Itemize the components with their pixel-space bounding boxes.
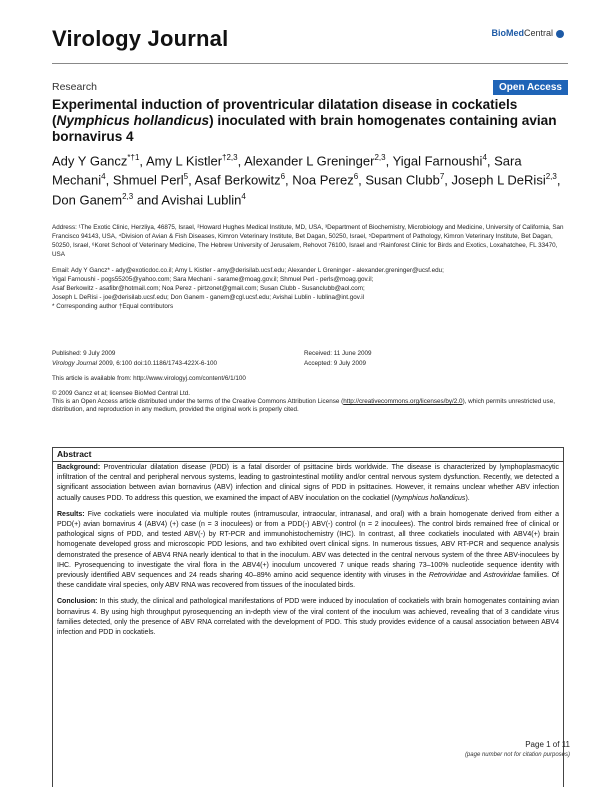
author-separator: , xyxy=(105,172,113,188)
author-affiliation: 2,3 xyxy=(374,153,386,162)
author-name: Yigal Farnoushi xyxy=(392,153,483,169)
article-url[interactable]: This article is available from: http://www.virologyj.com/content/6/1/100 xyxy=(52,375,246,382)
author-separator: , xyxy=(188,172,195,188)
header-divider xyxy=(52,63,568,64)
license-link[interactable]: http://creativecommons.org/licenses/by/2.0 xyxy=(343,398,463,405)
author-list xyxy=(52,150,572,208)
author-name: Alexander L Greninger xyxy=(244,153,375,169)
copyright-block xyxy=(52,390,564,414)
author-affiliation: 4 xyxy=(482,153,487,162)
affiliations: Address: ¹The Exotic Clinic, Herzliya, 46875, Israel, ²Howard Hughes Medical Institute, MD, USA, ³Department of Biochemistry, Microbiology and Medicine, University of California, San Francisco 94143, USA, ⁴Division of Avian & Fish Diseases, Kimron Veterinary Institute, Bet Dagan, 50250, Israel, ⁵Department of Pathology, Kimron Veterinary Institute, Bet Dagan, 50250, Israel, ⁶Koret School of Veterinary Medicine, The Hebrew University of Jerusalem, Rehovot 76100, Israel and ⁷Rainforest Clinic for Birds and Exotics, Loxahatchee, FL 33470, USA xyxy=(52,224,564,258)
author-separator: , xyxy=(285,172,293,188)
license-text: This is an Open Access article distributed under the terms of the Creative Commons Attribution License (http://creativecommons.org/licenses/by/2.0), which permits unrestricted use, distribution, and reproduction in any medium, provided the original work is properly cited. xyxy=(52,398,555,413)
author-affiliation: 2,3 xyxy=(122,191,134,201)
journal-title: Virology Journal xyxy=(52,26,229,51)
abstract-results: Results: Five cockatiels were inoculated via multiple routes (intramuscular, intraocular, intranasal, and oral) with a brain homogenate derived from either a PDD(+) avian bornavirus 4 (ABV4) (+) case (n = 3 inoculees) or from a PDD(-) ABV(-) control (n = 2 inoculees). The control birds remained free of clinical or pathological signs of PDD, and tested ABV(-) by RT-PCR and immunohistochemistry (IHC). In contrast, all three cockatiels inoculated with ABV4(+) brain homogenate developed gross and microscopic PDD lesions, and two exhibited overt clinical signs. In numerous tissues, ABV RT-PCR and sequence analysis demonstrated the presence of ABV4 RNA nearly identical to that in the inoculum. ABV was detected in the central nervous system of the three ABV-inoculees by IHC. Pyrosequencing to investigate the viral flora in the ABV4(+) inoculum uncovered 7 unique reads sharing 73–100% nucleotide sequence identity with previously identified ABV sequences and 24 reads sharing 40–89% amino acid sequence identity with viruses in the Retroviridae and Astroviridae families. Of these candidate viral species, only ABV RNA was recovered from tissues of the inoculated birds. xyxy=(57,510,559,590)
publisher-brand-suffix: Central xyxy=(523,28,553,38)
publisher-logo xyxy=(491,28,564,39)
page-note: (page number not for citation purposes) xyxy=(464,752,570,758)
received-date: Received: 11 June 2009 xyxy=(304,350,372,357)
published-date: Published: 9 July 2009 xyxy=(52,350,116,357)
author-name: Noa Perez xyxy=(292,172,354,188)
footnote-line: * Corresponding author †Equal contributors xyxy=(52,303,174,310)
author-affiliation: 7 xyxy=(439,172,445,182)
author-affiliation: 6 xyxy=(353,172,359,182)
author-name: Shmuel Perl xyxy=(112,172,184,188)
publication-info xyxy=(52,349,217,369)
author-name: Sara Mechani xyxy=(52,153,522,188)
author-affiliation: 4 xyxy=(101,172,106,182)
publisher-mark-icon xyxy=(556,30,564,38)
author-separator: , xyxy=(385,153,393,169)
author-separator: and xyxy=(133,191,162,207)
publisher-brand: BioMed xyxy=(491,28,524,38)
author-affiliation: 4 xyxy=(241,191,246,201)
author-affiliation: †2,3 xyxy=(222,153,238,162)
author-name: Avishai Lublin xyxy=(161,191,242,207)
author-name: Amy L Kistler xyxy=(145,153,223,169)
article-type: Research xyxy=(52,81,97,93)
abstract-heading: Abstract xyxy=(53,448,563,462)
abstract-conclusion: Conclusion: In this study, the clinical and pathological manifestations of PDD were induced by inoculation of cockatiels with brain homogenates containing avian bornavirus 4. By using high throughput pyrosequencing an in-depth view of the viral content of the inoculum was achieved, revealing that of 3 candidate virus families detected, only the presence of ABV RNA correlated with the development of PDD. This study provides evidence of a causal association between ABV4 infection and PDD in cockatiels. xyxy=(57,598,559,637)
author-separator: , xyxy=(556,172,561,188)
author-affiliation: 2,3 xyxy=(545,172,557,182)
open-access-badge: Open Access xyxy=(493,80,568,95)
author-name: Joseph L DeRisi xyxy=(451,172,546,188)
email-line: Yigal Farnoushi - pogs55205@yahoo.com; Sara Mechani - sarame@moag.gov.il; Shmuel Perl - perls@moag.gov.il; xyxy=(52,276,374,283)
author-affiliation: 5 xyxy=(183,172,189,182)
accepted-date: Accepted: 9 July 2009 xyxy=(304,360,366,367)
author-emails xyxy=(52,266,564,311)
abstract-background: Background: Proventricular dilatation disease (PDD) is a fatal disorder of psittacine birds worldwide. The disease is characterized by lymphoplasmacytic infiltration of the central and peripheral nervous systems, leading to gastrointestinal motility and/or central nervous system dysfunction. Recently, we detected a significant association between avian bornavirus (ABV) infection and clinical signs of PDD in psittacines. However, it remains unclear whether ABV infection actually causes PDD. To address this question, we examined the impact of ABV inoculation on the cockatiel (Nymphicus hollandicus). xyxy=(57,464,559,502)
email-line: Joseph L DeRisi - joe@derisilab.ucsf.edu; Don Ganem - ganem@cgl.ucsf.edu; Avishai Lublin - lublina@int.gov.il xyxy=(52,294,365,301)
citation: Virology Journal 2009, 6:100 doi:10.1186/1743-422X-6-100 xyxy=(52,360,218,367)
author-separator: , xyxy=(139,153,146,169)
author-name: Ady Y Gancz xyxy=(52,153,128,169)
article-title: Experimental induction of proventricular dilatation disease in cockatiels (Nymphicus hollandicus) inoculated with brain homogenates containing avian bornavirus 4 xyxy=(52,97,557,144)
author-affiliation: *†1 xyxy=(127,153,140,162)
email-line: Email: Ady Y Gancz* - ady@exoticdoc.co.il; Amy L Kistler - amy@derisilab.ucsf.edu; Alexander L Greninger - alexander.greninger@ucsf.edu; xyxy=(52,267,444,274)
author-affiliation: 6 xyxy=(280,172,286,182)
author-name: Don Ganem xyxy=(52,191,123,207)
author-separator: , xyxy=(486,153,495,169)
submission-dates xyxy=(304,349,371,369)
title-species: Nymphicus hollandicus xyxy=(56,113,210,128)
author-name: Asaf Berkowitz xyxy=(194,172,281,188)
abstract-box xyxy=(52,447,564,787)
copyright-line: © 2009 Gancz et al; licensee BioMed Central Ltd. xyxy=(52,390,190,397)
page-number: Page 1 of 11 xyxy=(525,740,570,749)
email-line: Asaf Berkowitz - asafibr@hotmail.com; Noa Perez - pirtzonet@gmail.com; Susan Clubb - Susanclubb@aol.com; xyxy=(52,285,365,292)
author-separator: , xyxy=(444,172,452,188)
author-separator: , xyxy=(237,153,245,169)
author-name: Susan Clubb xyxy=(365,172,440,188)
author-separator: , xyxy=(358,172,366,188)
